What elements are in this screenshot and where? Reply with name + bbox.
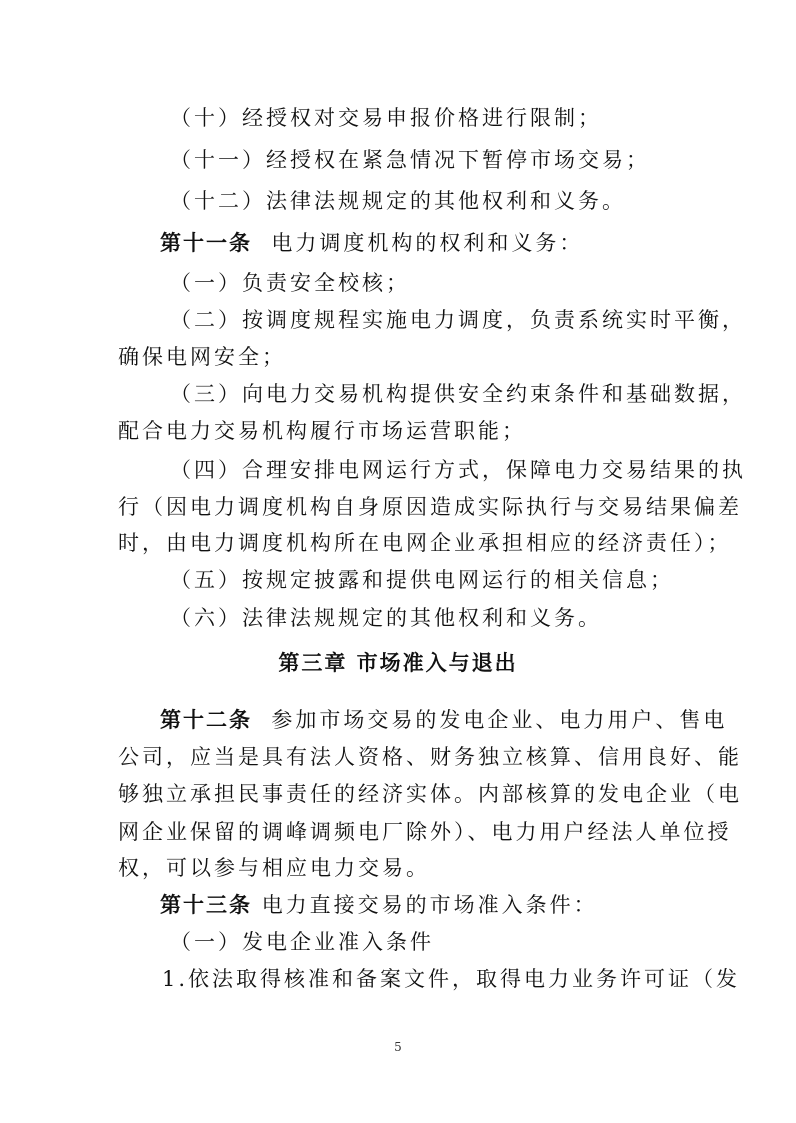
article-13-line: 第十三条 电力直接交易的市场准入条件： bbox=[160, 892, 598, 917]
text-line: （十）经授权对交易申报价格进行限制； bbox=[170, 106, 602, 130]
text-line: 时，由电力调度机构所在电网企业承担相应的经济责任）； bbox=[118, 531, 732, 555]
article-label: 第十二条 bbox=[160, 707, 252, 732]
text-line: 行（因电力调度机构自身原因造成实际执行与交易结果偏差 bbox=[118, 495, 742, 519]
text-line: （十一）经授权在紧急情况下暂停市场交易； bbox=[170, 148, 650, 172]
article-11-line: 第十一条 电力调度机构的权利和义务： bbox=[160, 230, 584, 255]
text-line: 1.依法取得核准和备案文件，取得电力业务许可证（发 bbox=[162, 967, 741, 991]
text-line: （十二）法律法规规定的其他权利和义务。 bbox=[170, 189, 626, 213]
article-label: 第十一条 bbox=[160, 230, 252, 255]
text-line: 公司，应当是具有法人资格、财务独立核算、信用良好、能 bbox=[118, 745, 742, 769]
article-12-line: 第十二条 参加市场交易的发电企业、电力用户、售电 bbox=[160, 707, 728, 732]
text-line: （二）按调度规程实施电力调度，负责系统实时平衡， bbox=[170, 308, 746, 332]
text-line: 网企业保留的调峰调频电厂除外）、电力用户经法人单位授 bbox=[118, 820, 732, 844]
text-line: （三）向电力交易机构提供安全约束条件和基础数据， bbox=[170, 382, 746, 406]
text-line: 权，可以参与相应电力交易。 bbox=[118, 856, 430, 880]
page-number: 5 bbox=[394, 1040, 402, 1054]
text-line: （一）负责安全校核； bbox=[170, 271, 410, 295]
chapter-heading: 第三章 市场准入与退出 bbox=[278, 650, 518, 675]
text-line: （一）发电企业准入条件 bbox=[170, 930, 434, 954]
article-label: 第十三条 bbox=[160, 892, 252, 917]
text-line: （六）法律法规规定的其他权利和义务。 bbox=[170, 606, 602, 630]
text-line: 够独立承担民事责任的经济实体。内部核算的发电企业（电 bbox=[118, 782, 742, 806]
text-line: 配合电力交易机构履行市场运营职能； bbox=[118, 419, 526, 443]
text-line: （四）合理安排电网运行方式，保障电力交易结果的执 bbox=[170, 458, 746, 482]
text-line: （五）按规定披露和提供电网运行的相关信息； bbox=[170, 568, 674, 592]
text-line: 确保电网安全； bbox=[118, 345, 286, 369]
